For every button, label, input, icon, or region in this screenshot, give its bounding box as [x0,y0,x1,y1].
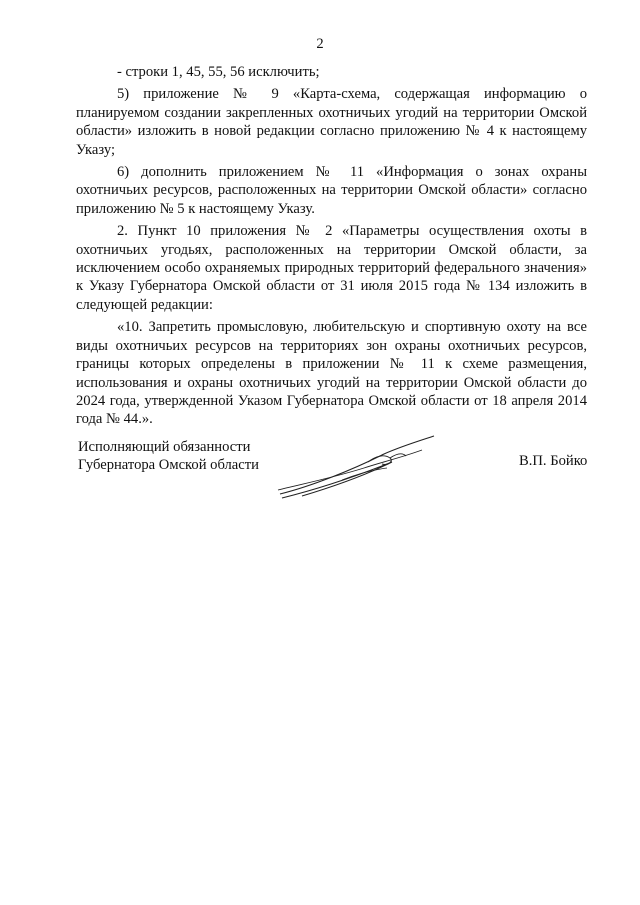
paragraph-quote-10: «10. Запретить промысловую, любительскую и спортивную охоту на все виды охотничьих ресурсов на территориях зон охраны охотничьих ресурсов, границы которых определены в приложении № 11 к схеме размещения, использования и охраны охотничьих угодий на территории Омской области до 2024 года, утвержденной Указом Губернатора Омской области от 18 апреля 2014 года № 44.». [76,319,587,428]
signatory-name: В.П. Бойко [519,453,588,469]
handwritten-signature [272,428,442,508]
paragraph-item-5: 5) приложение № 9 «Карта-схема, содержащая информацию о планируемом создании закрепленных охотничьих угодий на территории Омской области» изложить в новой редакции согласно приложению № 4 к настоящему Указу; [76,86,587,158]
position-line-2: Губернатора Омской области [78,457,259,474]
paragraph-punkt-2: 2. Пункт 10 приложения № 2 «Параметры осуществления охоты в охотничьих угодьях, расположенных на территории Омской области, за исключением особо охраняемых природных территорий федерального значения» к Указу Губернатора Омской области от 31 июля 2015 года № 134 изложить в следующей редакции: [76,223,587,313]
paragraph-exclude-lines: - строки 1, 45, 55, 56 исключить; [117,64,320,80]
page-number: 2 [316,36,324,52]
document-body [76,63,587,429]
paragraph-item-6: 6) дополнить приложением № 11 «Информация о зонах охраны охотничьих ресурсов, расположенных на территории Омской области» согласно приложению № 5 к настоящему Указу. [76,164,587,217]
position-line-1: Исполняющий обязанности [78,439,251,455]
